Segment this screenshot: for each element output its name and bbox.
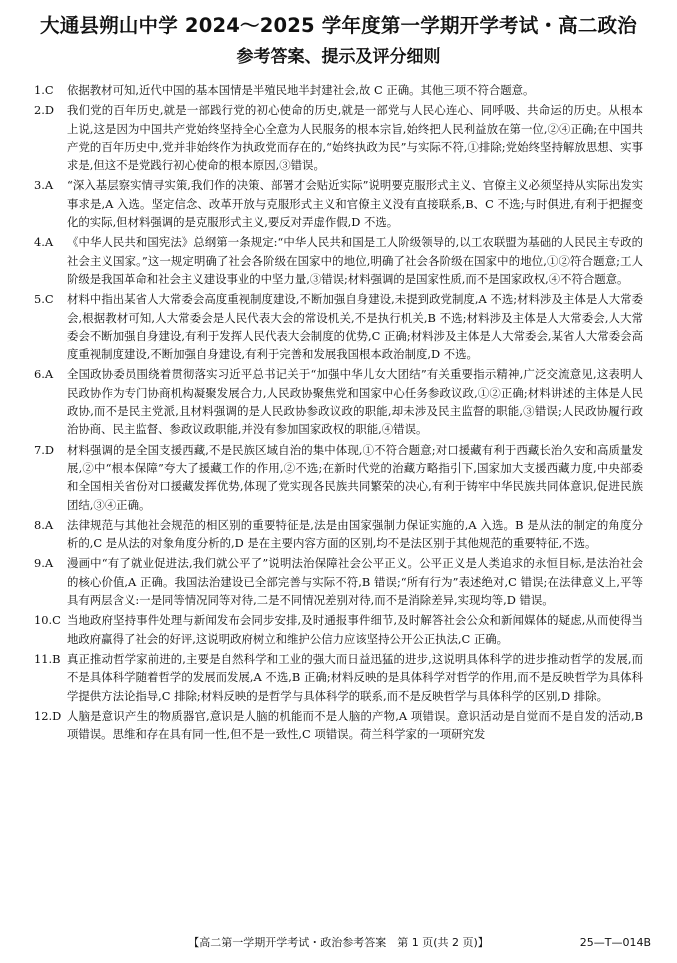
answer-explanation: 真正推动哲学家前进的,主要是自然科学和工业的强大而日益迅猛的进步,这说明具体科学的进步推动哲学的发展,而不是具体科学随着哲学的发展而发展,A 不选,B 正确;材料反映的是具体科学对哲学的作用,而不是反映哲学为具体科学提供方法论指导,C 排除;材料反映的是哲学与具体科学的联系,而不是反映哲学与具体科学的区别,D 排除。 <box>67 651 643 703</box>
answer-item-4 <box>34 233 643 288</box>
answer-number: 12.D <box>34 708 62 723</box>
answer-explanation: 材料中指出某省人大常委会高度重视制度建设,不断加强自身建设,未提到政党制度,A 不选;材料涉及主体是人大常委会,根据教材可知,人大常委会是人民代表大会的常设机关,不是执行机关,B 不选;材料涉及主体是人大常委会,人大常委会不断加强自身建设,有利于发挥人民代表大会制度的优势,C 正确;材料涉及主体是人大常委会,某省人大常委会高度重视制度建设,不断加强自身建设,有利于完善和发展我国根本政治制度,D 不选。 <box>67 292 643 362</box>
page-title: 大通县朔山中学 2024～2025 学年度第一学期开学考试・高二政治 <box>40 14 637 37</box>
answer-explanation: “深入基层察实情寻实策,我们作的决策、部署才会贴近实际”说明要克服形式主义、官僚主义必须坚持从实际出发实事求是,A 入选。坚定信念、改革开放与克服形式主义和官僚主义没有直接联系,B、C 不选;与时俱进,有利于把握变化的实际,但材料强调的是克服形式主义,要反对弄虚作假,D 不选。 <box>67 178 643 230</box>
answer-number: 6.A <box>34 367 54 382</box>
answer-item-8 <box>34 516 643 553</box>
answer-explanation: 材料强调的是全国支援西藏,不是民族区域自治的集中体现,①不符合题意;对口援藏有利于西藏长治久安和高质量发展,②中“根本保障”夸大了援藏工作的作用,②不选;在新时代党的治藏方略指引下,国家加大支援西藏力度,中央部委和全国相关省份对口援藏发挥优势,体现了党实现各民族共同繁荣的决心,有利于铸牢中华民族共同体意识,促进民族团结,③④正确。 <box>67 442 643 512</box>
answer-list <box>34 81 643 743</box>
answer-number: 7.D <box>34 442 55 457</box>
answer-number: 9.A <box>34 556 54 571</box>
answer-explanation: 人脑是意识产生的物质器官,意识是人脑的机能而不是人脑的产物,A 项错误。意识活动是自觉而不是自发的活动,B 项错误。思维和存在具有同一性,但不是一致性,C 项错误。荷兰科学家的一项研究发 <box>67 708 643 742</box>
answer-explanation: 依据教材可知,近代中国的基本国情是半殖民地半封建社会,故 C 正确。其他三项不符合题意。 <box>67 83 535 97</box>
answer-number: 2.D <box>34 103 55 118</box>
answer-number: 1.C <box>34 83 54 97</box>
answer-item-7 <box>34 441 643 514</box>
answer-number: 5.C <box>34 292 54 307</box>
answer-item-2 <box>34 101 643 174</box>
answer-number: 3.A <box>34 178 54 193</box>
answer-item-9 <box>34 554 643 609</box>
answer-item-6 <box>34 365 643 438</box>
answer-item-5 <box>34 290 643 363</box>
answer-item-3 <box>34 176 643 231</box>
answer-explanation: 我们党的百年历史,就是一部践行党的初心使命的历史,就是一部党与人民心连心、同呼吸、共命运的历史。从根本上说,这是因为中国共产党始终坚持全心全意为人民服务的根本宗旨,始终把人民利益放在第一位,②④正确;在中国共产党的百年历史中,党并非始终作为执政党而存在的,“始终执政为民”与实际不符,①排除;党始终坚持解放思想、实事求是,但这不是党践行初心使命的根本原因,③错误。 <box>67 103 643 173</box>
answer-item-11 <box>34 650 643 705</box>
answer-item-10 <box>34 611 643 648</box>
answer-number: 11.B <box>34 651 61 666</box>
answer-item-12 <box>34 707 643 744</box>
answer-number: 8.A <box>34 517 54 532</box>
answer-explanation: 当地政府坚持事件处理与新闻发布会同步安排,及时通报事件细节,及时解答社会公众和新闻媒体的疑虑,从而使得当地政府赢得了社会的好评,这说明政府树立和维护公信力应该坚持公开公正执法,C 正确。 <box>67 613 643 646</box>
footer-paper-code: 25—T—014B <box>579 936 651 949</box>
answer-explanation: 法律规范与其他社会规范的相区别的重要特征是,法是由国家强制力保证实施的,A 入选。B 是从法的制定的角度分析的,C 是从法的对象角度分析的,D 是在主要内容方面的区别,均不是法区别于其他规范的重要特征,不选。 <box>67 517 643 551</box>
answer-number: 4.A <box>34 235 54 250</box>
answer-explanation: 《中华人民共和国宪法》总纲第一条规定:“中华人民共和国是工人阶级领导的,以工农联盟为基础的人民民主专政的社会主义国家。”这一规定明确了社会各阶级在国家中的地位,明确了社会各阶级在国家中的地位,①②符合题意;工人阶级是我国革命和社会主义建设事业的中坚力量,③错误;材料强调的是国家性质,而不是国家政权,④不符合题意。 <box>67 235 643 286</box>
answer-explanation: 全国政协委员围绕着贯彻落实习近平总书记关于“加强中华儿女大团结”有关重要指示精神,广泛交流意见,这表明人民政协作为专门协商机构凝聚发展合力,人民政协聚焦党和国家中心任务参政议政,①②正确;材料讲述的主体是人民政协,而不是民主党派,且材料强调的是人民政协参政议政的职能,却未涉及民主监督的职能,③错误;人民政协履行政治协商、民主监督、参政议政职能,并没有参加国家政权的职能,④错误。 <box>67 367 643 437</box>
answer-item-1 <box>34 81 643 99</box>
footer-page-info: 【高二第一学期开学考试・政治参考答案 第 1 页(共 2 页)】 <box>188 936 489 949</box>
page-subtitle: 参考答案、提示及评分细则 <box>236 47 441 67</box>
answer-number: 10.C <box>34 613 61 628</box>
answer-explanation: 漫画中“有了就业促进法,我们就公平了”说明法治保障社会公平正义。公平正义是人类追求的永恒目标,是法治社会的核心价值,A 正确。我国法治建设已全部完善与实际不符,B 错误;“所有行为”表述绝对,C 错误;在法律意义上,平等具有两层含义:一是同等情况同等对待,二是不同情况差别对待,而不是消除差异,实现均等,D 错误。 <box>67 556 643 608</box>
